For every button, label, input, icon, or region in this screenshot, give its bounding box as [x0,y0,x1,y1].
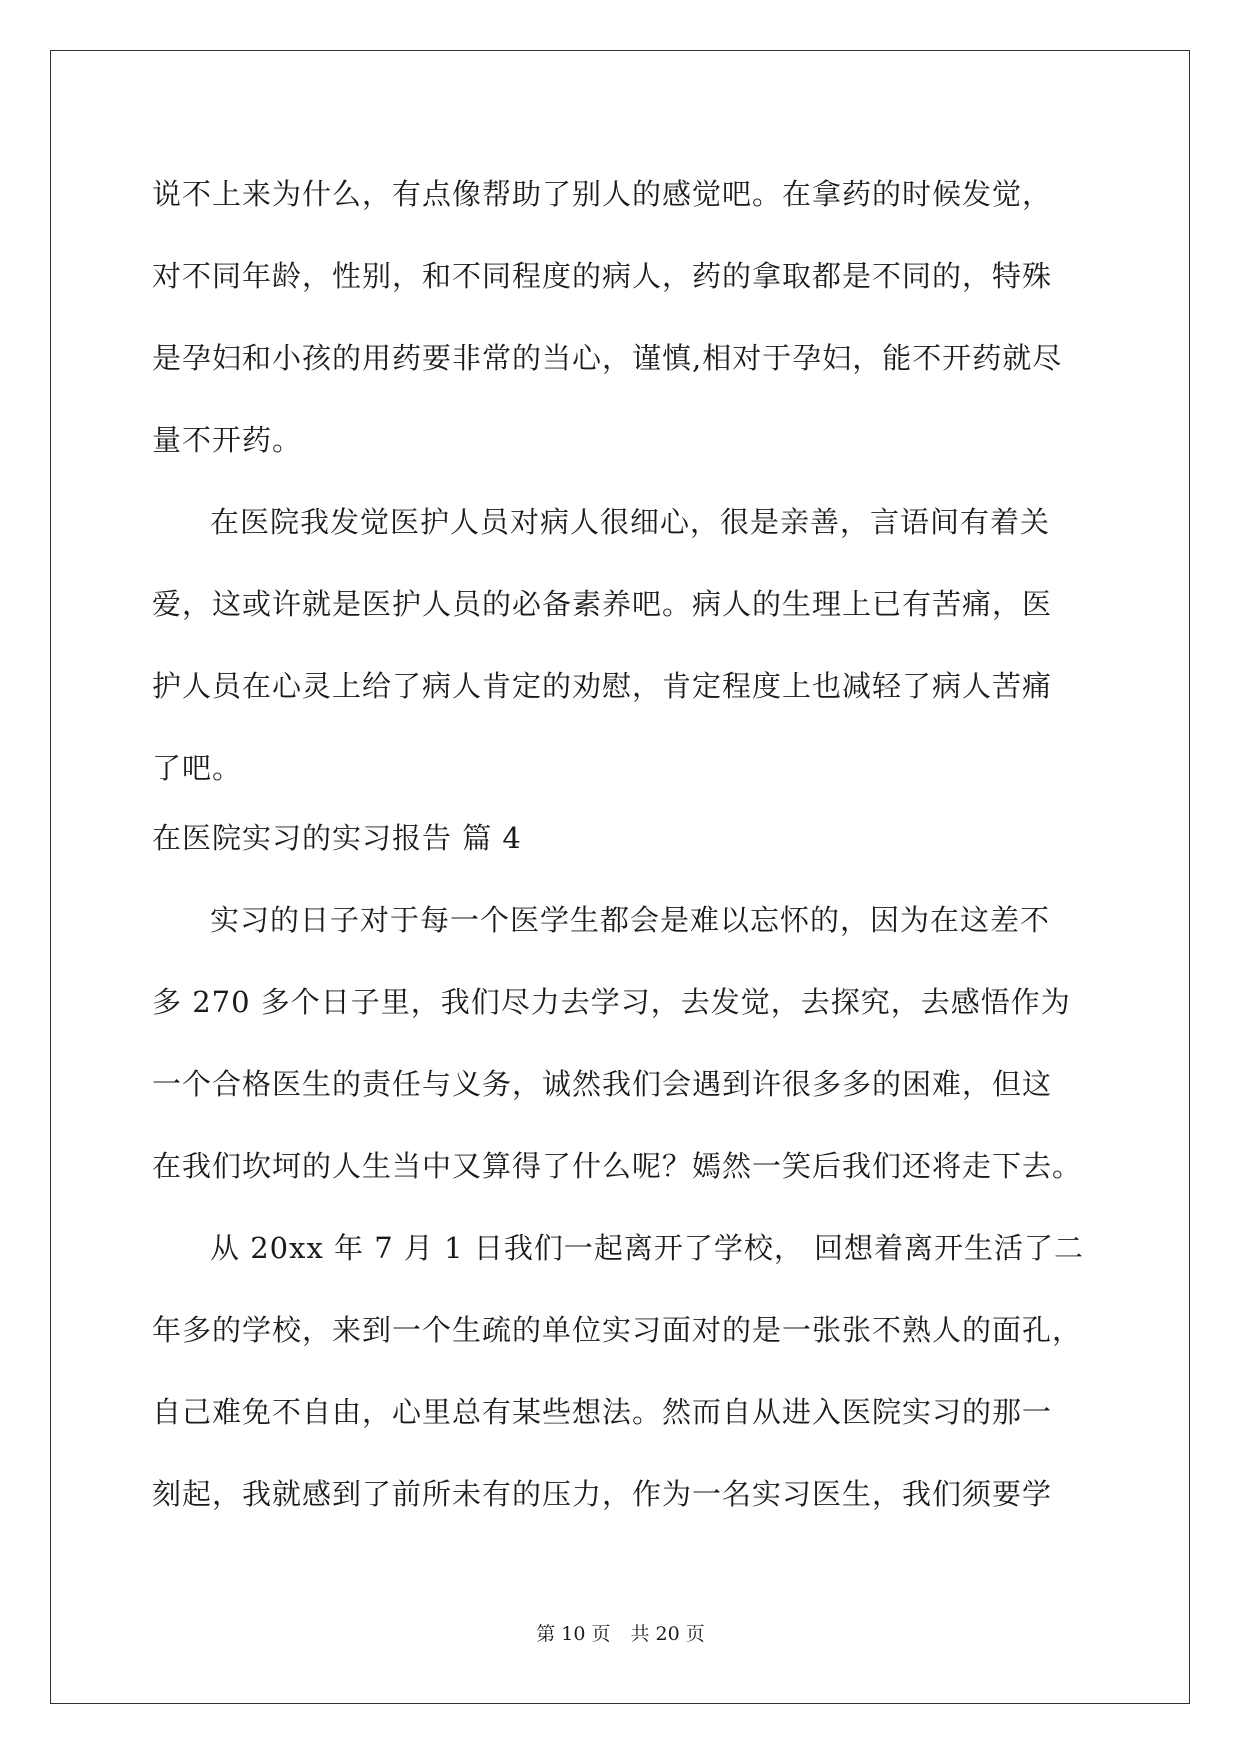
text-line: 量不开药。 [152,423,303,457]
text-line: 是孕妇和小孩的用药要非常的当心，谨慎,相对于孕妇，能不开药就尽 [152,341,1063,375]
text-line: 多 270 多个日子里，我们尽力去学习，去发觉，去探究，去感悟作为 [152,985,1071,1019]
text-line: 自己难免不自由，心里总有某些想法。然而自从进入医院实习的那一 [152,1395,1053,1429]
text-line: 对不同年龄，性别，和不同程度的病人，药的拿取都是不同的，特殊 [152,259,1053,293]
text-line: 年多的学校，来到一个生疏的单位实习面对的是一张张不熟人的面孔， [152,1313,1083,1347]
text-line: 说不上来为什么，有点像帮助了别人的感觉吧。在拿药的时候发觉， [152,177,1053,211]
text-line: 刻起，我就感到了前所未有的压力，作为一名实习医生，我们须要学 [152,1477,1053,1511]
paragraph-first-line: 在医院我发觉医护人员对病人很细心，很是亲善，言语间有着关 [210,505,1051,539]
paragraph-first-line: 实习的日子对于每一个医学生都会是难以忘怀的，因为在这差不 [210,903,1051,937]
paragraph-first-line: 从 20xx 年 7 月 1 日我们一起离开了学校， 回想着离开生活了二 [210,1231,1085,1265]
text-line: 在我们坎坷的人生当中又算得了什么呢？嫣然一笑后我们还将走下去。 [152,1149,1083,1183]
text-line: 一个合格医生的责任与义务，诚然我们会遇到许很多多的困难，但这 [152,1067,1053,1101]
text-line: 爱，这或许就是医护人员的必备素养吧。病人的生理上已有苦痛，医 [152,587,1053,621]
total-page-count: 共 20 页 [630,1623,705,1645]
text-line: 护人员在心灵上给了病人肯定的劝慰，肯定程度上也减轻了病人苦痛 [152,669,1053,703]
page-footer [0,1622,1241,1646]
current-page-number: 第 10 页 [536,1623,611,1645]
text-line: 了吧。 [152,751,243,785]
section-heading: 在医院实习的实习报告 篇 4 [152,821,522,855]
page-frame [50,50,1190,1704]
